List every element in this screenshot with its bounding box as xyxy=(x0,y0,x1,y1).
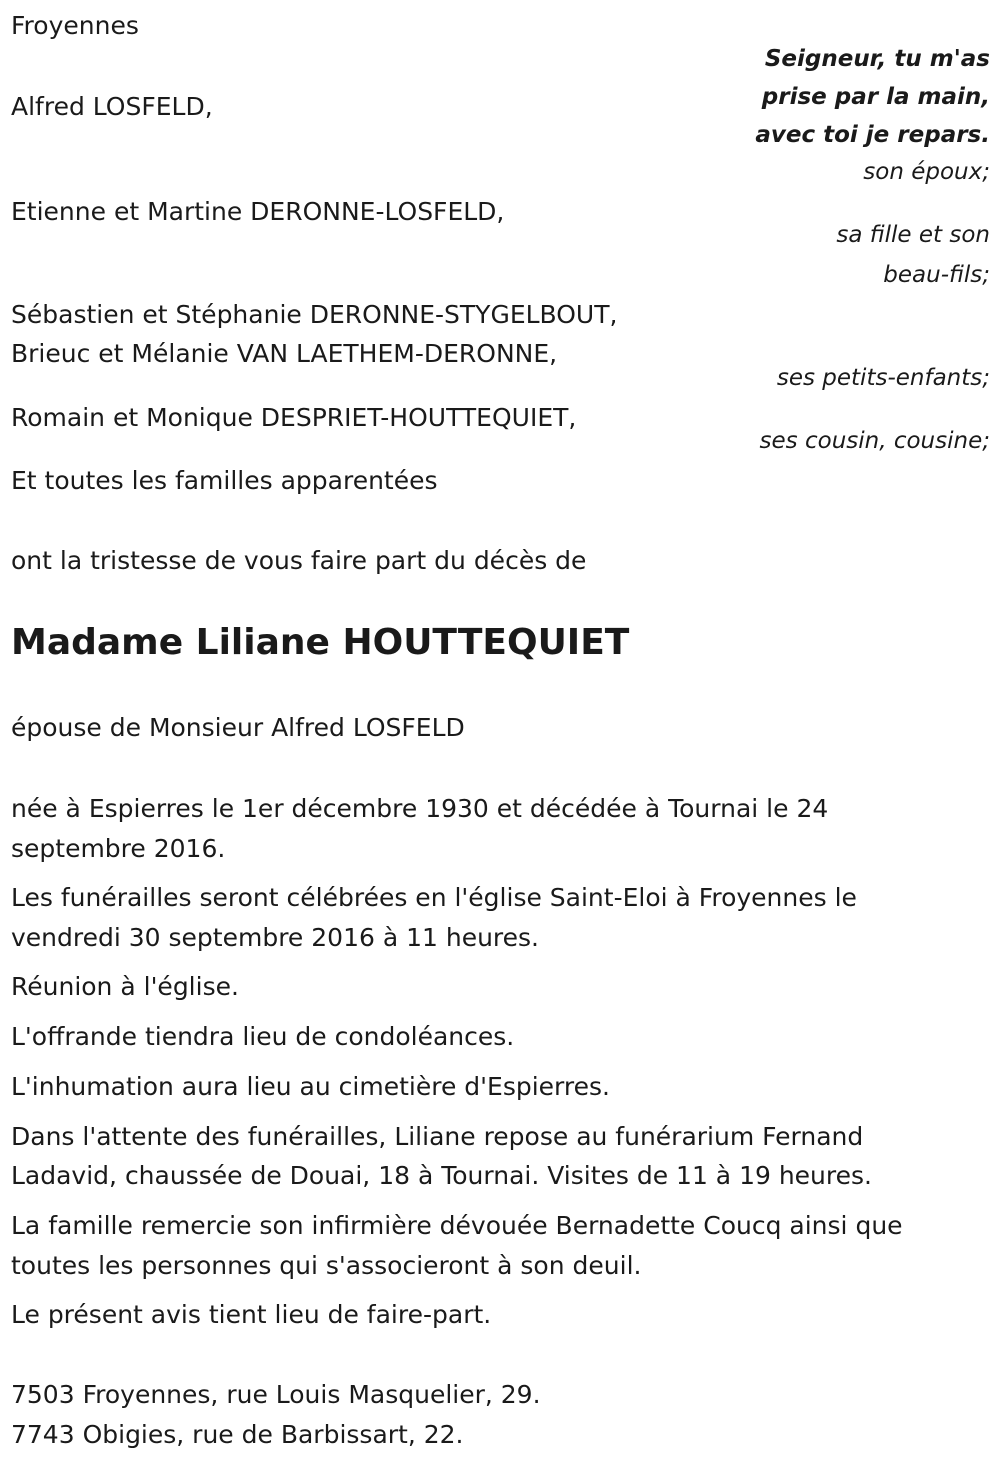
spouse-line: épouse de Monsieur Alfred LOSFELD xyxy=(11,713,465,742)
family-daughter-role-1: sa fille et son xyxy=(836,222,990,248)
birth-death-line-1: née à Espierres le 1er décembre 1930 et décédée à Tournai le 24 xyxy=(11,794,829,823)
family-grandchildren-role: ses petits-enfants; xyxy=(776,365,990,391)
epigraph-quote xyxy=(755,40,990,154)
location-header: Froyennes xyxy=(11,11,139,40)
family-grandchild-2: Brieuc et Mélanie VAN LAETHEM-DERONNE, xyxy=(11,339,558,368)
family-daughter-role-2: beau-fils; xyxy=(883,262,990,288)
burial-info: L'inhumation aura lieu au cimetière d'Espierres. xyxy=(11,1072,610,1101)
birth-death-line-2: septembre 2016. xyxy=(11,834,226,863)
address-line-2: 7743 Obigies, rue de Barbissart, 22. xyxy=(11,1420,464,1449)
family-husband: Alfred LOSFELD, xyxy=(11,92,213,121)
family-grandchild-1: Sébastien et Stéphanie DERONNE-STYGELBOUT, xyxy=(11,300,618,329)
notice-line: Le présent avis tient lieu de faire-part. xyxy=(11,1300,492,1329)
quote-line-3: avec toi je repars. xyxy=(755,122,990,148)
thanks-line-2: toutes les personnes qui s'associeront à son deuil. xyxy=(11,1251,642,1280)
funeral-line-1: Les funérailles seront célébrées en l'église Saint-Eloi à Froyennes le xyxy=(11,883,857,912)
family-cousins: Romain et Monique DESPRIET-HOUTTEQUIET, xyxy=(11,403,577,432)
visitation-line-1: Dans l'attente des funérailles, Liliane repose au funérarium Fernand xyxy=(11,1122,864,1151)
thanks-line-1: La famille remercie son infirmière dévouée Bernadette Coucq ainsi que xyxy=(11,1211,903,1240)
announcement: ont la tristesse de vous faire part du décès de xyxy=(11,546,587,575)
deceased-name: Madame Liliane HOUTTEQUIET xyxy=(11,622,630,663)
meeting-info: Réunion à l'église. xyxy=(11,972,239,1001)
funeral-line-2: vendredi 30 septembre 2016 à 11 heures. xyxy=(11,923,540,952)
visitation-line-2: Ladavid, chaussée de Douai, 18 à Tournai. Visites de 11 à 19 heures. xyxy=(11,1161,872,1190)
family-daughter: Etienne et Martine DERONNE-LOSFELD, xyxy=(11,197,505,226)
family-husband-role: son époux; xyxy=(863,159,990,185)
offering-info: L'offrande tiendra lieu de condoléances. xyxy=(11,1022,515,1051)
family-others: Et toutes les familles apparentées xyxy=(11,466,438,495)
family-cousins-role: ses cousin, cousine; xyxy=(759,428,990,454)
quote-line-1: Seigneur, tu m'as xyxy=(764,46,990,72)
quote-line-2: prise par la main, xyxy=(761,84,990,110)
address-line-1: 7503 Froyennes, rue Louis Masquelier, 29. xyxy=(11,1380,541,1409)
